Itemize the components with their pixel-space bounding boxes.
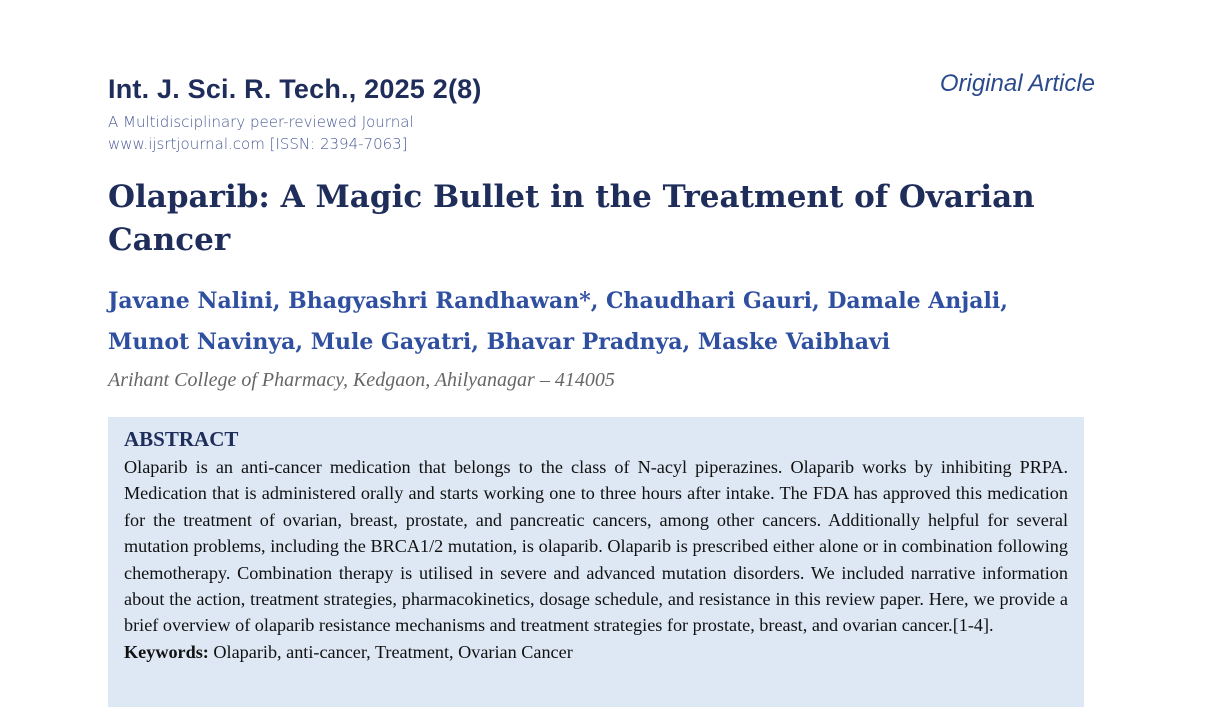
journal-website-issn: www.ijsrtjournal.com [ISSN: 2394-7063] — [108, 135, 408, 153]
paper-title: Olaparib: A Magic Bullet in the Treatment of Ovarian Cancer — [108, 179, 1035, 258]
journal-title: Int. J. Sci. R. Tech., 2025 2(8) — [108, 74, 482, 104]
journal-tagline: A Multidisciplinary peer-reviewed Journal — [108, 113, 414, 131]
abstract-body: Olaparib is an anti-cancer medication that belongs to the class of N-acyl piperazines. Olaparib works by inhibiting PRPA. Medication that is administered orally and starts working one to three hours after intake. The FDA has approved this medication for the treatment of ovarian, breast, prostate, and pancreatic cancers, among other cancers. Additionally helpful for several mutation problems, including the BRCA1/2 mutation, is olaparib. Olaparib is prescribed either alone or in combination following chemotherapy. Combination therapy is utilised in severe and advanced mutation disorders. We included narrative information about the action, treatment strategies, pharmacokinetics, dosage schedule, and resistance in this review paper. Here, we provide a brief overview of olaparib resistance mechanisms and treatment strategies for prostate, breast, and ovarian cancer.[1-4]. — [124, 457, 1068, 636]
authors-line-2: Munot Navinya, Mule Gayatri, Bhavar Pradnya, Maske Vaibhavi — [108, 329, 891, 355]
affiliation: Arihant College of Pharmacy, Kedgaon, Ahilyanagar – 414005 — [108, 369, 615, 391]
keywords-line — [124, 639, 1068, 665]
abstract-section — [108, 417, 1084, 707]
keywords-value: Olaparib, anti-cancer, Treatment, Ovarian Cancer — [213, 641, 573, 662]
article-type-label: Original Article — [939, 70, 1095, 97]
author-list — [108, 281, 1108, 363]
authors-line-1: Javane Nalini, Bhagyashri Randhawan*, Chaudhari Gauri, Damale Anjali, — [108, 288, 1008, 314]
keywords-label: Keywords: — [124, 641, 209, 662]
abstract-heading: ABSTRACT — [124, 427, 239, 451]
